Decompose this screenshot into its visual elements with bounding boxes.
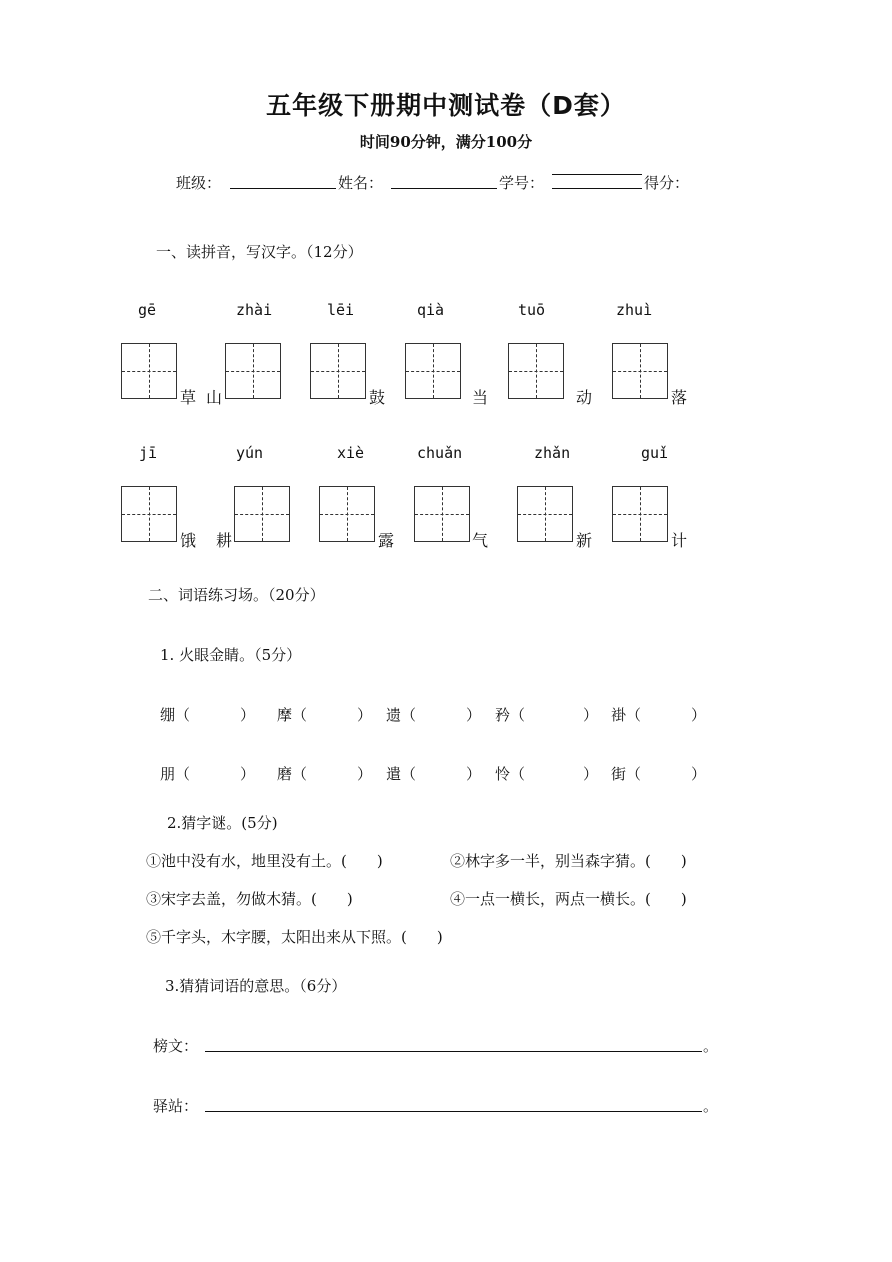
pinyin-zhui: zhuì bbox=[616, 301, 653, 319]
word-char: 磨 bbox=[277, 765, 293, 783]
period: 。 bbox=[703, 1037, 719, 1055]
paren: ） bbox=[357, 765, 373, 783]
answer-line[interactable] bbox=[205, 1111, 702, 1112]
writing-box[interactable] bbox=[508, 343, 564, 399]
section1-heading: 一、读拼音，写汉字。（12分） bbox=[156, 243, 363, 261]
char-gu: 鼓 bbox=[369, 388, 386, 407]
char-dang: 当 bbox=[472, 388, 489, 407]
answer-line[interactable] bbox=[205, 1051, 702, 1052]
paren: ） bbox=[691, 706, 707, 724]
q3-heading: 3.猜猜词语的意思。（6分） bbox=[165, 977, 347, 995]
paren: ） bbox=[583, 706, 599, 724]
word-char: 遣 bbox=[386, 765, 402, 783]
paren: ） bbox=[583, 765, 599, 783]
writing-box[interactable] bbox=[612, 343, 668, 399]
number-label: 学号： bbox=[499, 174, 545, 192]
writing-box[interactable] bbox=[225, 343, 281, 399]
section2-heading: 二、词语练习场。（20分） bbox=[148, 586, 325, 604]
pinyin-lei: lēi bbox=[327, 301, 355, 319]
period: 。 bbox=[703, 1097, 719, 1115]
paren: （ bbox=[175, 706, 191, 724]
paren: （ bbox=[292, 706, 308, 724]
char-e: 饿 bbox=[180, 531, 197, 550]
pinyin-gui: guǐ bbox=[641, 444, 669, 462]
paren: ） bbox=[466, 765, 482, 783]
word-char: 街 bbox=[611, 765, 627, 783]
pinyin-yun: yún bbox=[236, 444, 264, 462]
paren: （ bbox=[292, 765, 308, 783]
riddle-1: ①池中没有水，地里没有土。( ) bbox=[146, 852, 383, 870]
char-lu: 露 bbox=[378, 531, 395, 550]
paren: （ bbox=[401, 765, 417, 783]
char-cao: 草 bbox=[180, 388, 197, 407]
score-label: 得分： bbox=[644, 174, 690, 192]
paren: （ bbox=[510, 706, 526, 724]
riddle-5: ⑤千字头，木字腰，太阳出来从下照。( ) bbox=[146, 928, 443, 946]
pinyin-tuo: tuō bbox=[518, 301, 546, 319]
char-dong: 动 bbox=[576, 388, 593, 407]
writing-box[interactable] bbox=[234, 486, 290, 542]
pinyin-ge: gē bbox=[138, 301, 157, 319]
char-luo: 落 bbox=[671, 388, 688, 407]
pinyin-zhai: zhài bbox=[236, 301, 273, 319]
paren: ） bbox=[466, 706, 482, 724]
word-char: 绷 bbox=[160, 706, 176, 724]
word-char: 怜 bbox=[495, 765, 511, 783]
char-ji: 计 bbox=[671, 531, 688, 550]
char-shan: 山 bbox=[206, 388, 223, 407]
riddle-2: ②林字多一半，别当森字猜。( ) bbox=[450, 852, 687, 870]
paren: （ bbox=[510, 765, 526, 783]
number-top-line bbox=[552, 174, 642, 175]
pinyin-chuan: chuǎn bbox=[417, 444, 463, 462]
paren: ） bbox=[691, 765, 707, 783]
pinyin-ji: jī bbox=[139, 444, 158, 462]
class-label: 班级： bbox=[176, 174, 222, 192]
q3-label-yizhan: 驿站： bbox=[153, 1097, 199, 1115]
writing-box[interactable] bbox=[319, 486, 375, 542]
name-label: 姓名： bbox=[338, 174, 384, 192]
paren: ） bbox=[240, 706, 256, 724]
word-char: 摩 bbox=[277, 706, 293, 724]
word-char: 朋 bbox=[160, 765, 176, 783]
name-blank[interactable] bbox=[391, 188, 497, 189]
page-title: 五年级下册期中测试卷（D套） bbox=[266, 91, 626, 120]
word-char: 矜 bbox=[495, 706, 511, 724]
char-xin: 新 bbox=[576, 531, 593, 550]
writing-box[interactable] bbox=[310, 343, 366, 399]
riddle-4: ④一点一横长，两点一横长。( ) bbox=[450, 890, 687, 908]
paren: （ bbox=[626, 706, 642, 724]
paren: （ bbox=[626, 765, 642, 783]
pinyin-xie: xiè bbox=[337, 444, 365, 462]
paren: （ bbox=[401, 706, 417, 724]
char-qi: 气 bbox=[472, 531, 489, 550]
writing-box[interactable] bbox=[405, 343, 461, 399]
number-blank[interactable] bbox=[552, 188, 642, 189]
word-char: 褂 bbox=[611, 706, 627, 724]
writing-box[interactable] bbox=[517, 486, 573, 542]
q3-label-bangwen: 榜文： bbox=[153, 1037, 199, 1055]
char-geng: 耕 bbox=[216, 531, 233, 550]
writing-box[interactable] bbox=[121, 486, 177, 542]
writing-box[interactable] bbox=[612, 486, 668, 542]
riddle-3: ③宋字去盖，勿做木猜。( ) bbox=[146, 890, 353, 908]
paren: （ bbox=[175, 765, 191, 783]
exam-subtitle: 时间90分钟，满分100分 bbox=[359, 133, 533, 151]
pinyin-qia: qià bbox=[417, 301, 445, 319]
writing-box[interactable] bbox=[414, 486, 470, 542]
pinyin-zhan: zhǎn bbox=[534, 444, 571, 462]
class-blank[interactable] bbox=[230, 188, 336, 189]
paren: ） bbox=[357, 706, 373, 724]
word-char: 遗 bbox=[386, 706, 402, 724]
paren: ） bbox=[240, 765, 256, 783]
q2-heading: 2.猜字谜。(5分) bbox=[167, 814, 278, 832]
writing-box[interactable] bbox=[121, 343, 177, 399]
q1-heading: 1. 火眼金睛。（5分） bbox=[160, 646, 302, 664]
